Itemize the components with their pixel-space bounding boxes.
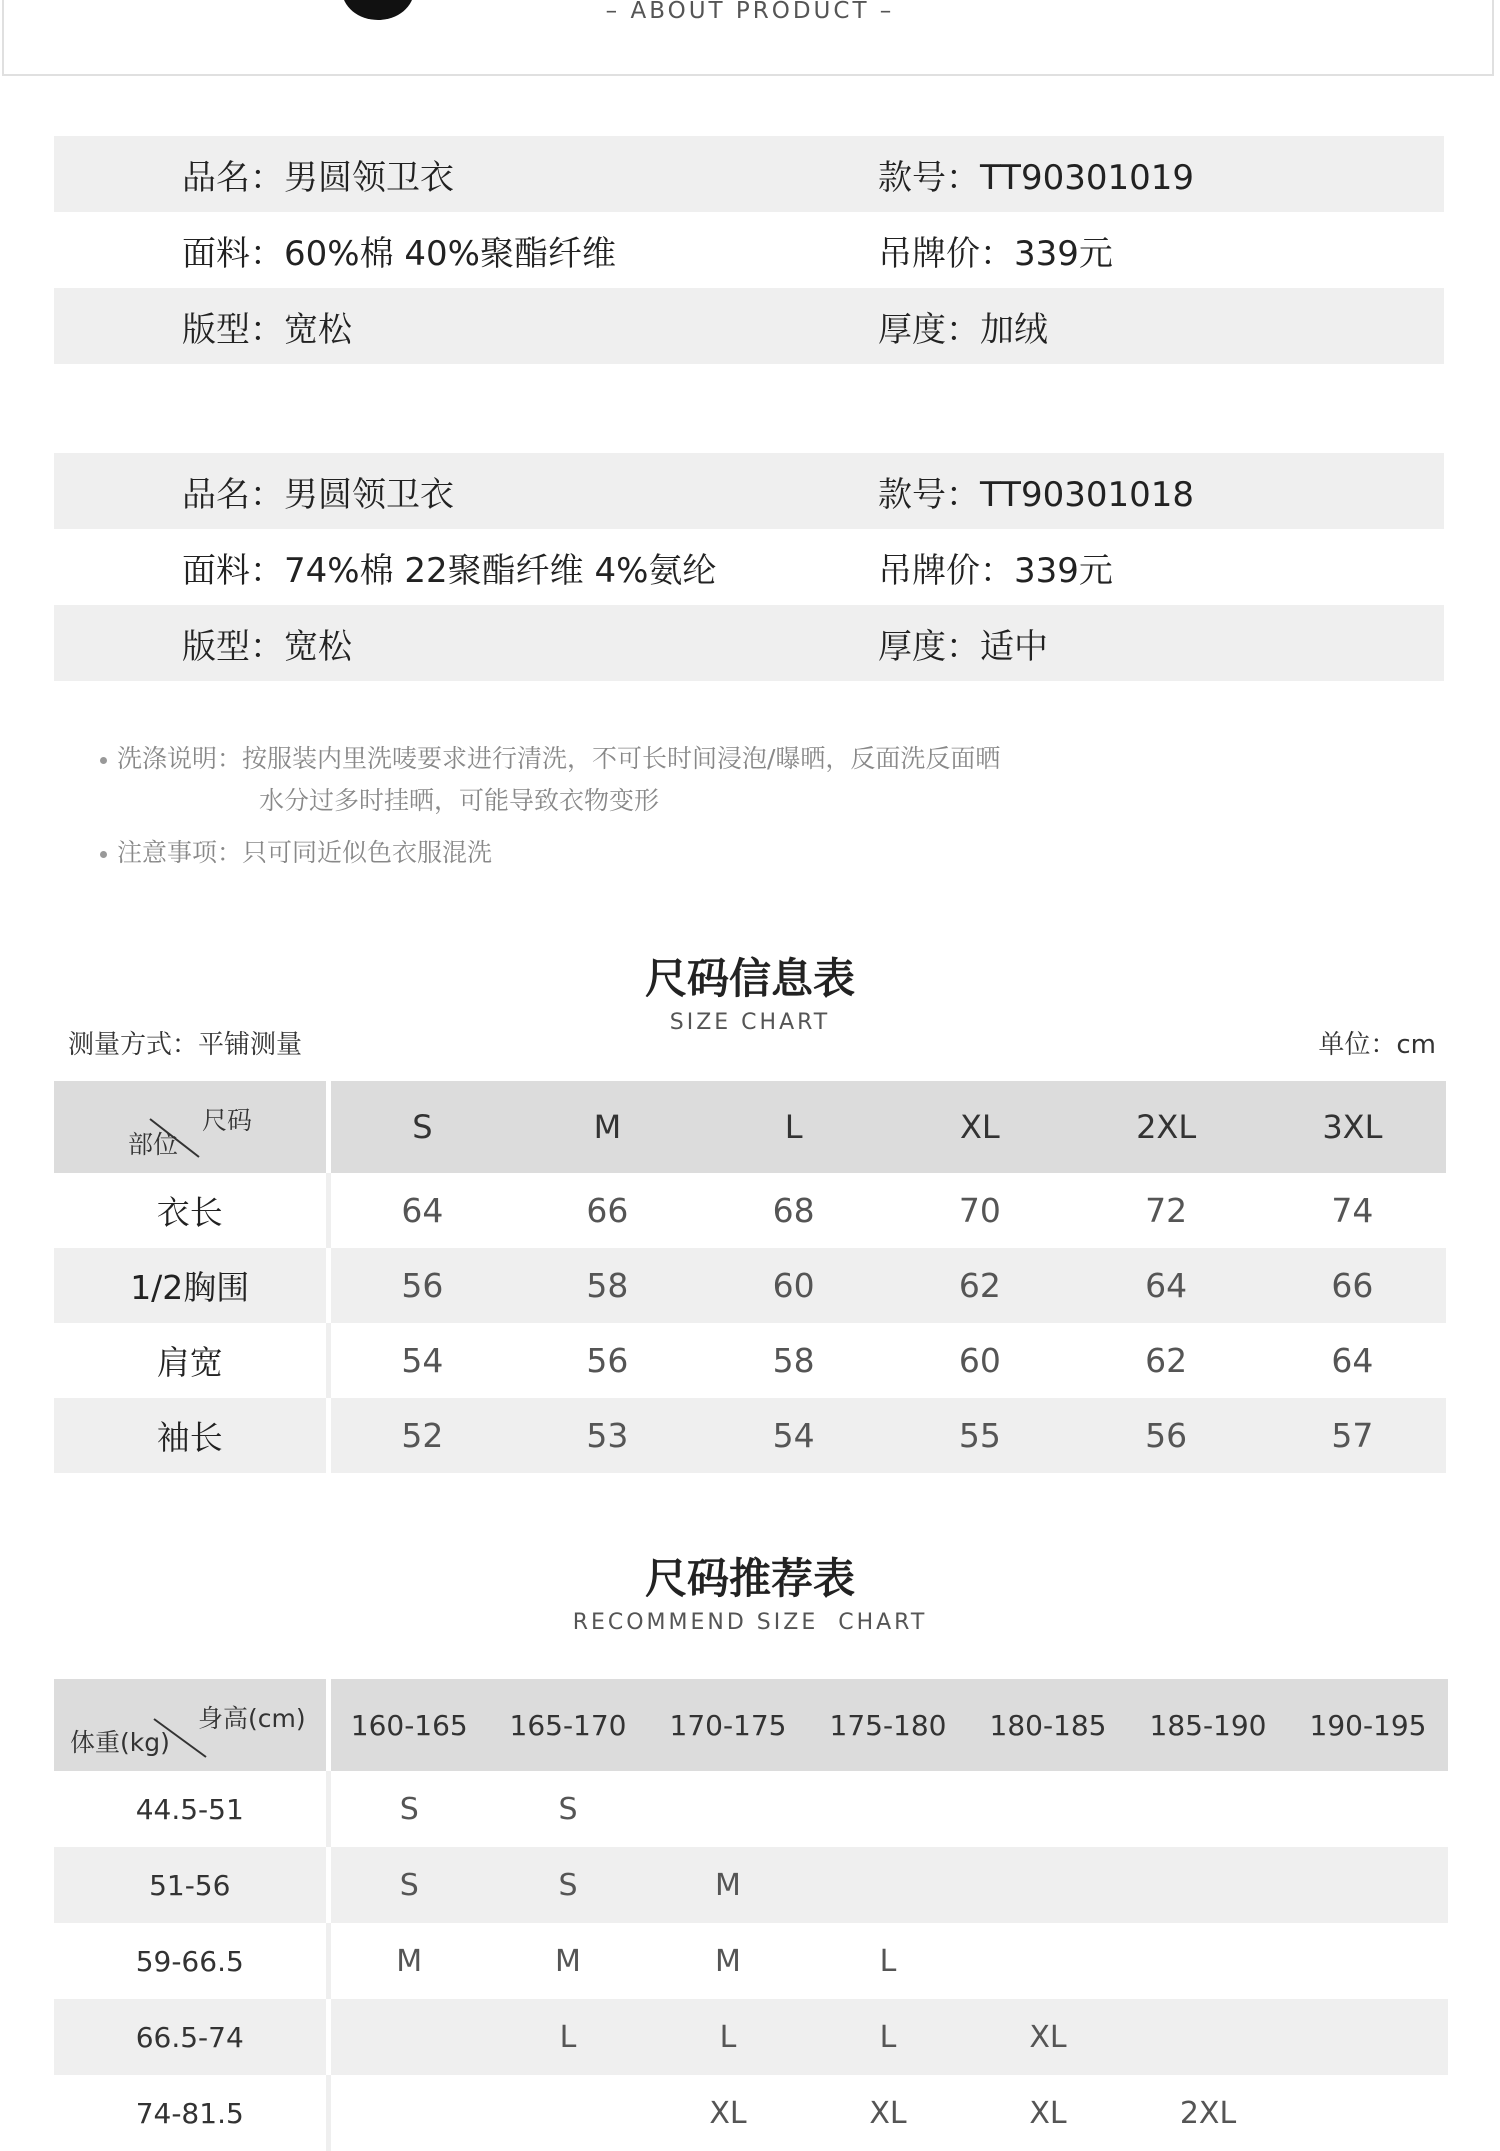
table-row	[54, 1999, 1448, 2075]
recommend-corner-cell	[54, 1679, 328, 1771]
info-row	[54, 136, 1444, 212]
row-label: 袖长	[54, 1398, 328, 1473]
recommend-chart-heading	[0, 1546, 1500, 1635]
product-info-table-1	[54, 136, 1444, 364]
info-cell: 品名：男圆领卫衣	[182, 157, 454, 198]
info-cell: 厚度：适中	[878, 626, 1048, 667]
height-header-cell: 160-165	[350, 1708, 468, 1742]
table-cell	[1288, 1999, 1448, 2075]
info-cell: 品名：男圆领卫衣	[182, 474, 454, 515]
size-header-cell: M	[593, 1108, 622, 1146]
table-cell: L	[559, 2019, 577, 2055]
info-cell: 版型：宽松	[182, 309, 352, 350]
table-cell	[1288, 1923, 1448, 1999]
table-cell	[1288, 1847, 1448, 1923]
table-cell	[1128, 1923, 1288, 1999]
diagonal-line	[54, 1081, 328, 1173]
corner-top-label: 尺码	[202, 1106, 253, 1135]
table-cell: XL	[1029, 2019, 1067, 2055]
table-cell: 58	[586, 1266, 629, 1305]
recommend-header-row	[54, 1679, 1448, 1771]
info-row	[54, 529, 1444, 605]
table-cell	[328, 1999, 488, 2075]
table-cell: 56	[1145, 1416, 1188, 1455]
row-label: 衣长	[54, 1173, 328, 1248]
measure-method: 测量方式：平铺测量	[68, 1030, 303, 1060]
info-cell: 款号：TT90301019	[878, 157, 1194, 198]
table-cell: 54	[401, 1341, 444, 1380]
info-row	[54, 288, 1444, 364]
table-row	[54, 1248, 1446, 1323]
table-row	[54, 2075, 1448, 2151]
size-chart-title: 尺码信息表	[644, 954, 855, 1003]
size-header-cell: XL	[960, 1108, 1000, 1146]
unit-label: 单位：cm	[1318, 1030, 1436, 1060]
table-cell: L	[879, 1943, 897, 1979]
about-product-subtitle: – ABOUT PRODUCT –	[605, 0, 895, 24]
info-row	[54, 453, 1444, 529]
product-info-table-2	[54, 453, 1444, 681]
info-cell: 吊牌价：339元	[878, 233, 1113, 274]
table-cell: 64	[401, 1191, 444, 1230]
table-cell: 66	[586, 1191, 629, 1230]
table-row	[54, 1398, 1446, 1473]
table-cell: 74	[1331, 1191, 1374, 1230]
table-cell	[1128, 1847, 1288, 1923]
table-row	[54, 1771, 1448, 1847]
table-cell: L	[879, 2019, 897, 2055]
corner-top-label: 身高(cm)	[198, 1704, 306, 1733]
table-cell: XL	[709, 2095, 747, 2131]
table-row	[54, 1323, 1446, 1398]
table-cell	[1128, 1999, 1288, 2075]
recommend-chart-title: 尺码推荐表	[644, 1554, 855, 1603]
table-cell: S	[558, 1791, 578, 1827]
table-cell: 62	[958, 1266, 1001, 1305]
info-cell: 款号：TT90301018	[878, 474, 1194, 515]
table-cell: 66	[1331, 1266, 1374, 1305]
table-cell: XL	[869, 2095, 907, 2131]
table-cell	[808, 1771, 968, 1847]
table-cell	[488, 2075, 648, 2151]
table-cell: L	[719, 2019, 737, 2055]
table-row	[54, 1173, 1446, 1248]
table-cell: M	[396, 1943, 423, 1979]
table-cell: 60	[772, 1266, 815, 1305]
table-cell	[328, 2075, 488, 2151]
bullet-icon	[100, 851, 107, 858]
weight-label: 44.5-51	[54, 1771, 328, 1847]
table-cell: 56	[401, 1266, 444, 1305]
info-row	[54, 605, 1444, 681]
table-cell: 64	[1331, 1341, 1374, 1380]
corner-bottom-label: 体重(kg)	[70, 1728, 170, 1757]
table-cell: 70	[958, 1191, 1001, 1230]
table-cell: S	[558, 1867, 578, 1903]
weight-label: 59-66.5	[54, 1923, 328, 1999]
table-cell: 58	[772, 1341, 815, 1380]
table-cell: 52	[401, 1416, 444, 1455]
table-cell: 64	[1145, 1266, 1188, 1305]
weight-label: 66.5-74	[54, 1999, 328, 2075]
table-cell: 54	[772, 1416, 815, 1455]
table-cell: 53	[586, 1416, 629, 1455]
size-header-cell: S	[412, 1108, 433, 1146]
table-cell: 72	[1145, 1191, 1188, 1230]
height-header-cell: 180-185	[989, 1708, 1107, 1742]
info-cell: 面料：60%棉 40%聚酯纤维	[182, 233, 616, 274]
size-header-cell: 2XL	[1136, 1108, 1197, 1146]
table-cell	[648, 1771, 808, 1847]
size-header-cell: L	[784, 1108, 803, 1146]
info-cell: 版型：宽松	[182, 626, 352, 667]
info-row	[54, 212, 1444, 288]
size-chart-table	[54, 1081, 1448, 1473]
table-cell: 2XL	[1179, 2095, 1237, 2131]
info-cell: 厚度：加绒	[878, 309, 1048, 350]
info-cell: 吊牌价：339元	[878, 550, 1113, 591]
table-cell	[968, 1847, 1128, 1923]
table-cell: 57	[1331, 1416, 1374, 1455]
table-cell	[1128, 1771, 1288, 1847]
corner-bottom-label: 部位	[128, 1130, 179, 1159]
washing-instructions	[100, 738, 1000, 874]
height-header-cell: 185-190	[1149, 1708, 1267, 1742]
bullet-icon	[100, 757, 107, 764]
table-cell: 68	[772, 1191, 815, 1230]
size-chart-subtitle: SIZE CHART	[669, 1010, 831, 1035]
row-label: 1/2胸围	[54, 1248, 328, 1323]
table-cell: S	[399, 1867, 419, 1903]
height-header-cell: 165-170	[509, 1708, 627, 1742]
table-cell: XL	[1029, 2095, 1067, 2131]
table-cell: 60	[958, 1341, 1001, 1380]
wash-line-2: 水分过多时挂晒，可能导致衣物变形	[259, 786, 660, 815]
height-header-cell: 175-180	[829, 1708, 947, 1742]
size-chart-heading	[0, 946, 1500, 1035]
table-cell	[1288, 2075, 1448, 2151]
table-cell	[968, 1771, 1128, 1847]
row-label: 肩宽	[54, 1323, 328, 1398]
size-corner-cell	[54, 1081, 328, 1173]
table-cell: 56	[586, 1341, 629, 1380]
care-note: 注意事项：只可同近似色衣服混洗	[117, 838, 493, 867]
size-header-row	[54, 1081, 1446, 1173]
wash-line-1: 洗涤说明：按服装内里洗唛要求进行清洗，不可长时间浸泡/曝晒，反面洗反面晒	[117, 744, 1001, 773]
table-cell: S	[399, 1791, 419, 1827]
table-cell: M	[555, 1943, 581, 1979]
table-row	[54, 1923, 1448, 1999]
height-header-cell: 170-175	[669, 1708, 787, 1742]
table-cell	[1288, 1771, 1448, 1847]
weight-label: 74-81.5	[54, 2075, 328, 2151]
table-cell	[968, 1923, 1128, 1999]
table-row	[54, 1847, 1448, 1923]
table-cell: 55	[958, 1416, 1001, 1455]
height-header-cell: 190-195	[1309, 1708, 1427, 1742]
table-cell: M	[715, 1943, 741, 1979]
table-cell	[808, 1847, 968, 1923]
table-cell: 62	[1145, 1341, 1188, 1380]
info-cell: 面料：74%棉 22聚酯纤维 4%氨纶	[182, 550, 717, 591]
recommend-size-table	[54, 1679, 1448, 2151]
recommend-chart-subtitle: RECOMMEND SIZE CHART	[572, 1610, 928, 1635]
weight-label: 51-56	[54, 1847, 328, 1923]
table-cell: M	[715, 1867, 741, 1903]
size-header-cell: 3XL	[1322, 1108, 1383, 1146]
